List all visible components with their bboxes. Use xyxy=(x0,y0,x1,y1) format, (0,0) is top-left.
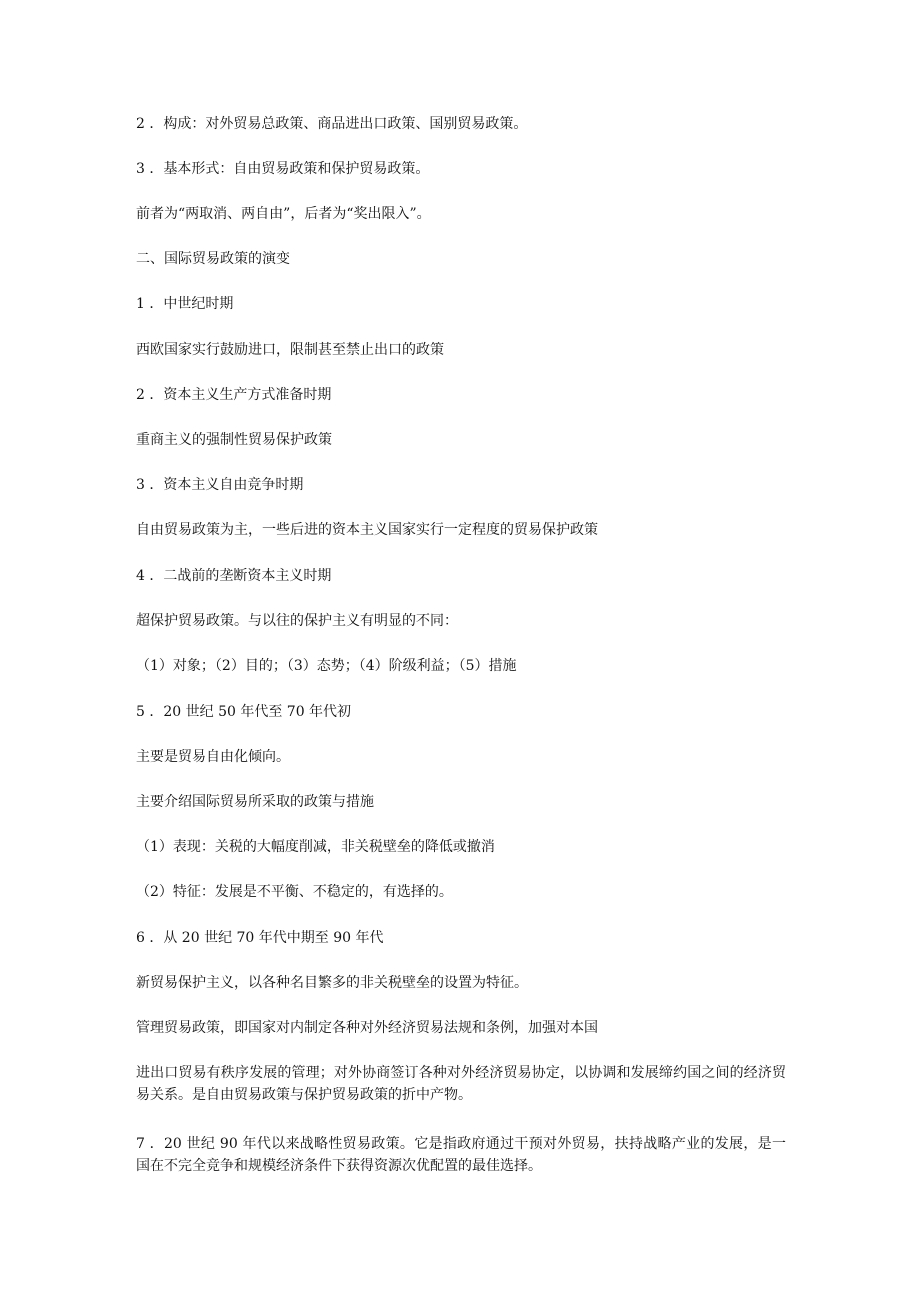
text-line-1950s-1970s: 5 ．20 世纪 50 年代至 70 年代初 xyxy=(136,704,352,720)
paragraph-import-export-management: 进出口贸易有秩序发展的管理；对外协商签订各种对外经济贸易协定，以协调和发展缔约国之间的经济贸易关系。是自由贸易政策与保护贸易政策的折中产物。 xyxy=(136,1065,786,1103)
text-line-manifestation: （1）表现：关税的大幅度削减，非关税壁垒的降低或撤消 xyxy=(136,839,495,855)
text-line-western-europe: 西欧国家实行鼓励进口，限制甚至禁止出口的政策 xyxy=(136,342,444,358)
text-line-basic-forms: 3 ．基本形式：自由贸易政策和保护贸易政策。 xyxy=(136,161,430,177)
text-line-liberalization: 主要是贸易自由化倾向。 xyxy=(136,749,290,765)
text-line-managed-trade: 管理贸易政策，即国家对内制定各种对外经济贸易法规和条例，加强对本国 xyxy=(136,1020,598,1036)
text-line-composition: 2 ．构成：对外贸易总政策、商品进出口政策、国别贸易政策。 xyxy=(136,116,528,132)
text-line-monopoly-capitalism: 4 ．二战前的垄断资本主义时期 xyxy=(136,568,332,584)
text-line-capitalist-preparation: 2 ．资本主义生产方式准备时期 xyxy=(136,387,332,403)
section-heading-evolution: 二、国际贸易政策的演变 xyxy=(136,251,290,267)
text-line-former-latter: 前者为“两取消、两自由”，后者为“奖出限入”。 xyxy=(136,206,431,222)
text-line-free-competition: 3 ．资本主义自由竞争时期 xyxy=(136,477,304,493)
text-line-middle-ages: 1 ．中世纪时期 xyxy=(136,296,234,312)
text-line-1970s-1990s: 6 ．从 20 世纪 70 年代中期至 90 年代 xyxy=(136,930,384,946)
paragraph-strategic-trade-policy: 7 ．20 世纪 90 年代以来战略性贸易政策。它是指政府通过干预对外贸易，扶持战略产业的发展，是一国在不完全竞争和规模经济条件下获得资源次优配置的最佳选择。 xyxy=(136,1136,786,1174)
text-line-mercantilism: 重商主义的强制性贸易保护政策 xyxy=(136,432,332,448)
text-line-policies-measures: 主要介绍国际贸易所采取的政策与措施 xyxy=(136,794,374,810)
text-line-free-trade-main: 自由贸易政策为主，一些后进的资本主义国家实行一定程度的贸易保护政策 xyxy=(136,522,598,538)
text-line-new-protectionism: 新贸易保护主义，以各种名目繁多的非关税壁垒的设置为特征。 xyxy=(136,975,528,991)
text-line-characteristics: （2）特征：发展是不平衡、不稳定的，有选择的。 xyxy=(136,884,453,900)
text-line-five-aspects: （1）对象；（2）目的；（3）态势；（4）阶级利益；（5）措施 xyxy=(136,658,517,674)
text-line-super-protection: 超保护贸易政策。与以往的保护主义有明显的不同： xyxy=(136,613,458,629)
